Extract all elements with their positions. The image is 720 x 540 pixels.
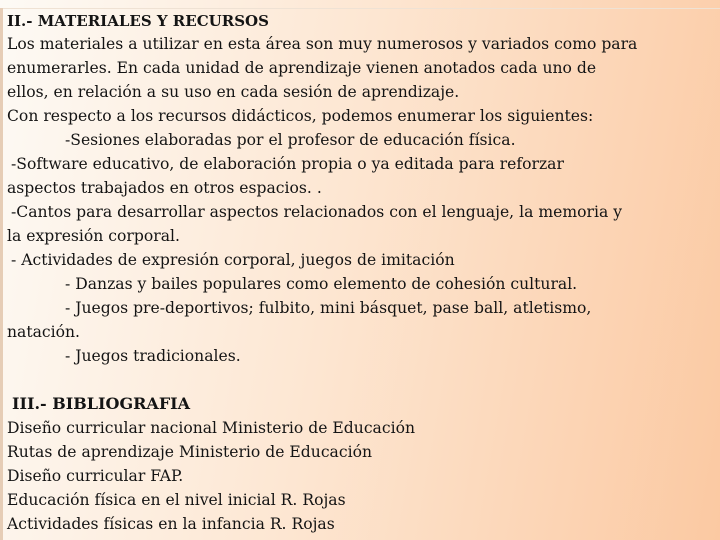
paragraph-line: ellos, en relación a su uso en cada sesión de aprendizaje.	[7, 83, 460, 101]
paragraph-line: Los materiales a utilizar en esta área son muy numerosos y variados como para	[7, 35, 638, 53]
slide-content	[7, 10, 715, 536]
resource-item-continuation: la expresión corporal.	[7, 227, 180, 245]
paragraph-line: Con respecto a los recursos didácticos, podemos enumerar los siguientes:	[7, 107, 594, 125]
resource-item: -Sesiones elaboradas por el profesor de educación física.	[65, 131, 516, 149]
resource-item: -Software educativo, de elaboración propia o ya editada para reforzar	[11, 155, 564, 173]
section-heading-bibliografia: III.- BIBLIOGRAFIA	[12, 394, 191, 413]
slide-left-border	[0, 8, 3, 540]
section-spacer	[7, 368, 715, 392]
bibliography-entry: Actividades físicas en la infancia R. Rojas	[7, 515, 335, 533]
resource-subitem: - Danzas y bailes populares como elemento de cohesión cultural.	[65, 275, 578, 293]
resource-subitem-continuation: natación.	[7, 323, 81, 341]
paragraph-line: enumerarles. En cada unidad de aprendizaje vienen anotados cada uno de	[7, 59, 597, 77]
resource-item: - Actividades de expresión corporal, juegos de imitación	[11, 251, 455, 269]
bibliography-entry: Educación física en el nivel inicial R. Rojas	[7, 491, 346, 509]
slide-top-border	[0, 8, 720, 9]
resource-item-continuation: aspectos trabajados en otros espacios. .	[7, 179, 322, 197]
bibliography-entry: Diseño curricular FAP.	[7, 467, 184, 485]
resource-subitem: - Juegos pre-deportivos; fulbito, mini básquet, pase ball, atletismo,	[65, 299, 592, 317]
resource-item: -Cantos para desarrollar aspectos relacionados con el lenguaje, la memoria y	[11, 203, 623, 221]
bibliography-entry: Diseño curricular nacional Ministerio de Educación	[7, 419, 416, 437]
bibliography-entry: Rutas de aprendizaje Ministerio de Educación	[7, 443, 373, 461]
section-heading-materiales: II.- MATERIALES Y RECURSOS	[7, 12, 269, 30]
resource-subitem: - Juegos tradicionales.	[65, 347, 241, 365]
